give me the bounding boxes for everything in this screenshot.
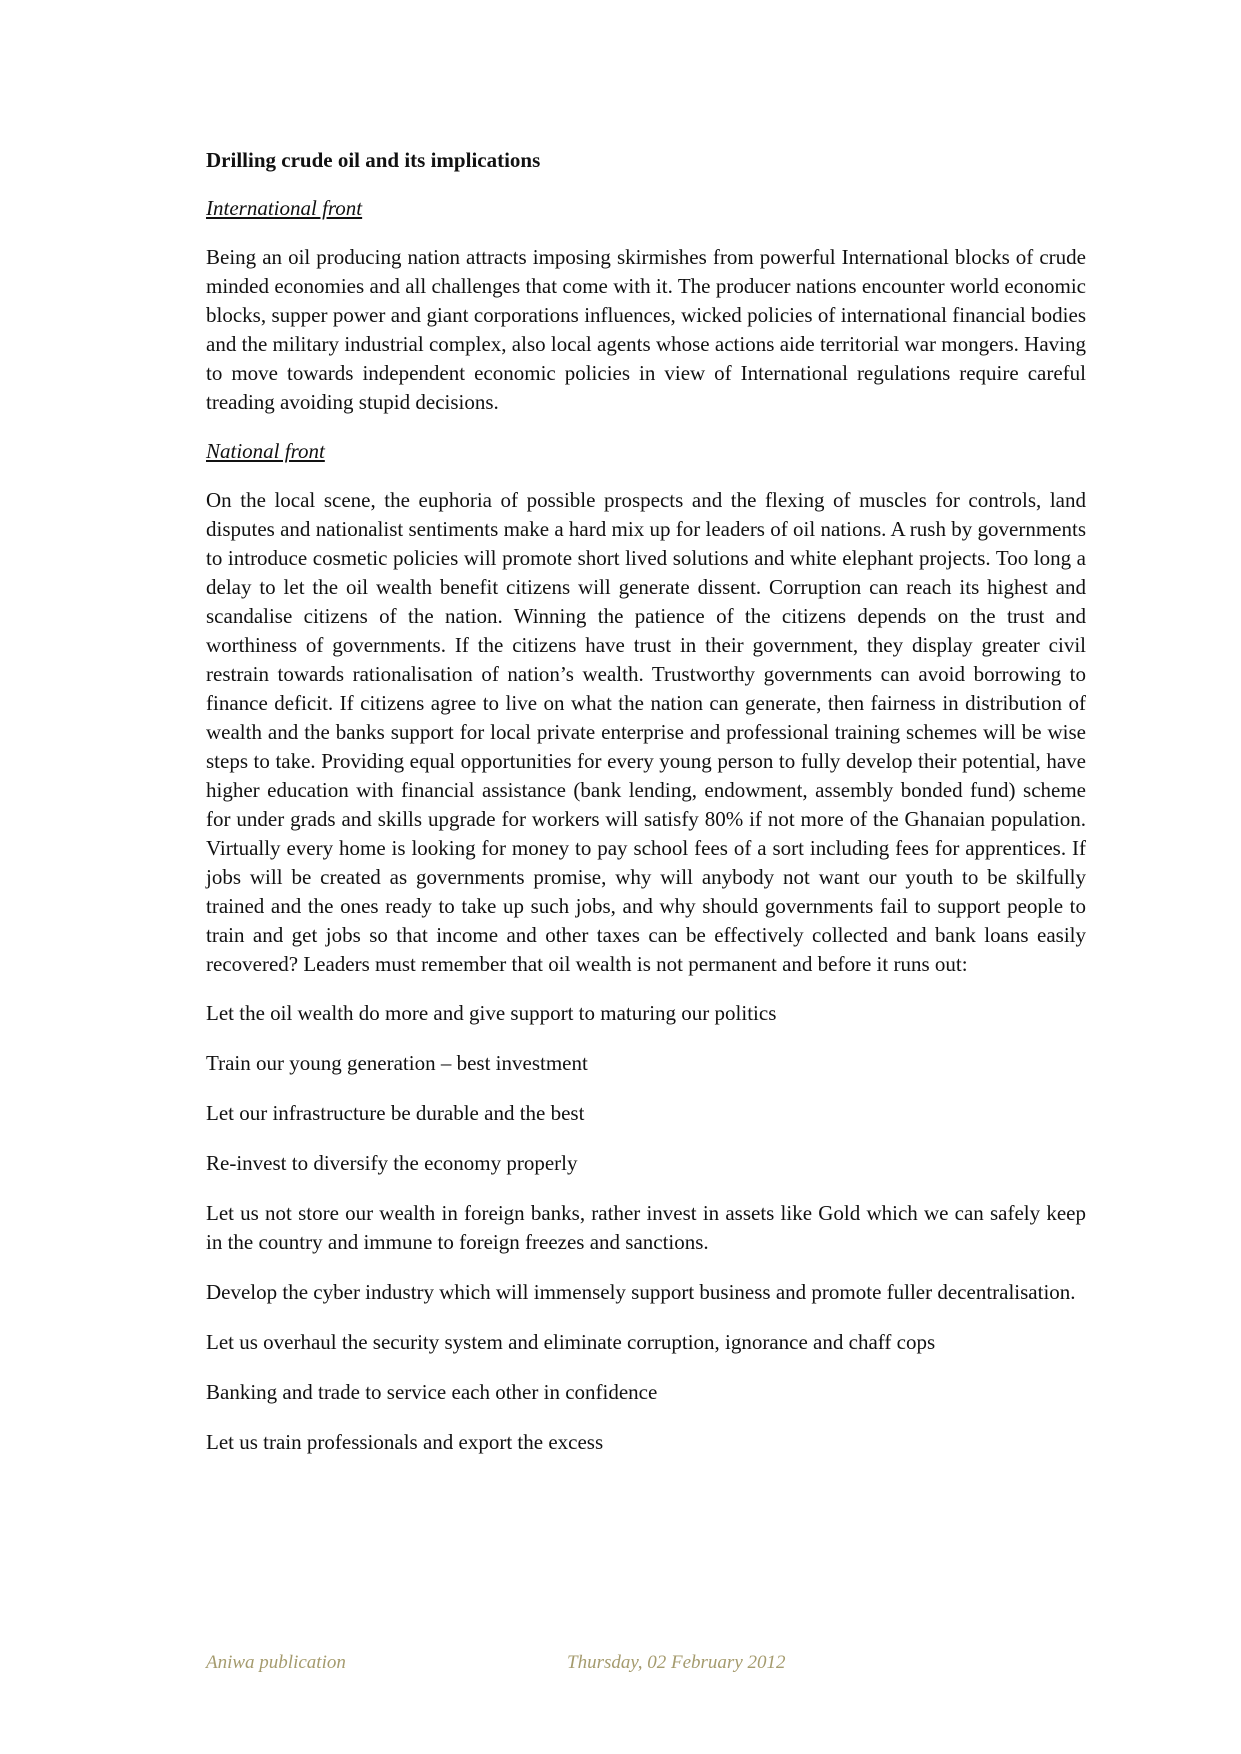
list-item: Let us overhaul the security system and eliminate corruption, ignorance and chaff cops — [206, 1330, 936, 1354]
document-title: Drilling crude oil and its implications — [206, 148, 541, 172]
section-heading-international: International front — [206, 196, 363, 220]
section-heading-national: National front — [206, 439, 325, 463]
paragraph-national: On the local scene, the euphoria of possible prospects and the flexing of muscles for controls, land disputes and nationalist sentiments make a hard mix up for leaders of oil nations. A rush by governments to introduce cosmetic policies will promote short lived solutions and white elephant projects. Too long a delay to let the oil wealth benefit citizens will generate dissent. Corruption can reach its highest and scandalise citizens of the nation. Winning the patience of the citizens depends on the trust and worthiness of governments. If the citizens have trust in their government, they display greater civil restrain towards rationalisation of nation’s wealth. Trustworthy governments can avoid borrowing to finance deficit. If citizens agree to live on what the nation can generate, then fairness in distribution of wealth and the banks support for local private enterprise and professional training schemes will be wise steps to take. Providing equal opportunities for every young person to fully develop their potential, have higher education with financial assistance (bank lending, endowment, assembly bonded fund) scheme for under grads and skills upgrade for workers will satisfy 80% if not more of the Ghanaian population. Virtually every home is looking for money to pay school fees of a sort including fees for apprentices. If jobs will be created as governments promise, why will anybody not want our youth to be skilfully trained and the ones ready to take up such jobs, and why should governments fail to support people to train and get jobs so that income and other taxes can be effectively collected and bank loans easily recovered? Leaders must remember that oil wealth is not permanent and before it runs out: — [206, 488, 1086, 976]
document-body — [206, 146, 1086, 1478]
list-item: Banking and trade to service each other in confidence — [206, 1380, 658, 1404]
list-item: Train our young generation – best investment — [206, 1051, 588, 1075]
list-item: Let our infrastructure be durable and the best — [206, 1101, 585, 1125]
footer-date: Thursday, 02 February 2012 — [567, 1652, 786, 1673]
list-item: Re-invest to diversify the economy properly — [206, 1151, 578, 1175]
list-item: Develop the cyber industry which will immensely support business and promote fuller decentralisation. — [206, 1280, 1076, 1304]
list-item: Let us not store our wealth in foreign banks, rather invest in assets like Gold which we can safely keep in the country and immune to foreign freezes and sanctions. — [206, 1201, 1086, 1254]
list-item: Let the oil wealth do more and give support to maturing our politics — [206, 1001, 777, 1025]
paragraph-international: Being an oil producing nation attracts imposing skirmishes from powerful International blocks of crude minded economies and all challenges that come with it. The producer nations encounter world economic blocks, supper power and giant corporations influences, wicked policies of international financial bodies and the military industrial complex, also local agents whose actions aide territorial war mongers. Having to move towards independent economic policies in view of International regulations require careful treading avoiding stupid decisions. — [206, 245, 1086, 414]
list-item: Let us train professionals and export the excess — [206, 1430, 604, 1454]
footer-publisher: Aniwa publication — [206, 1652, 346, 1673]
